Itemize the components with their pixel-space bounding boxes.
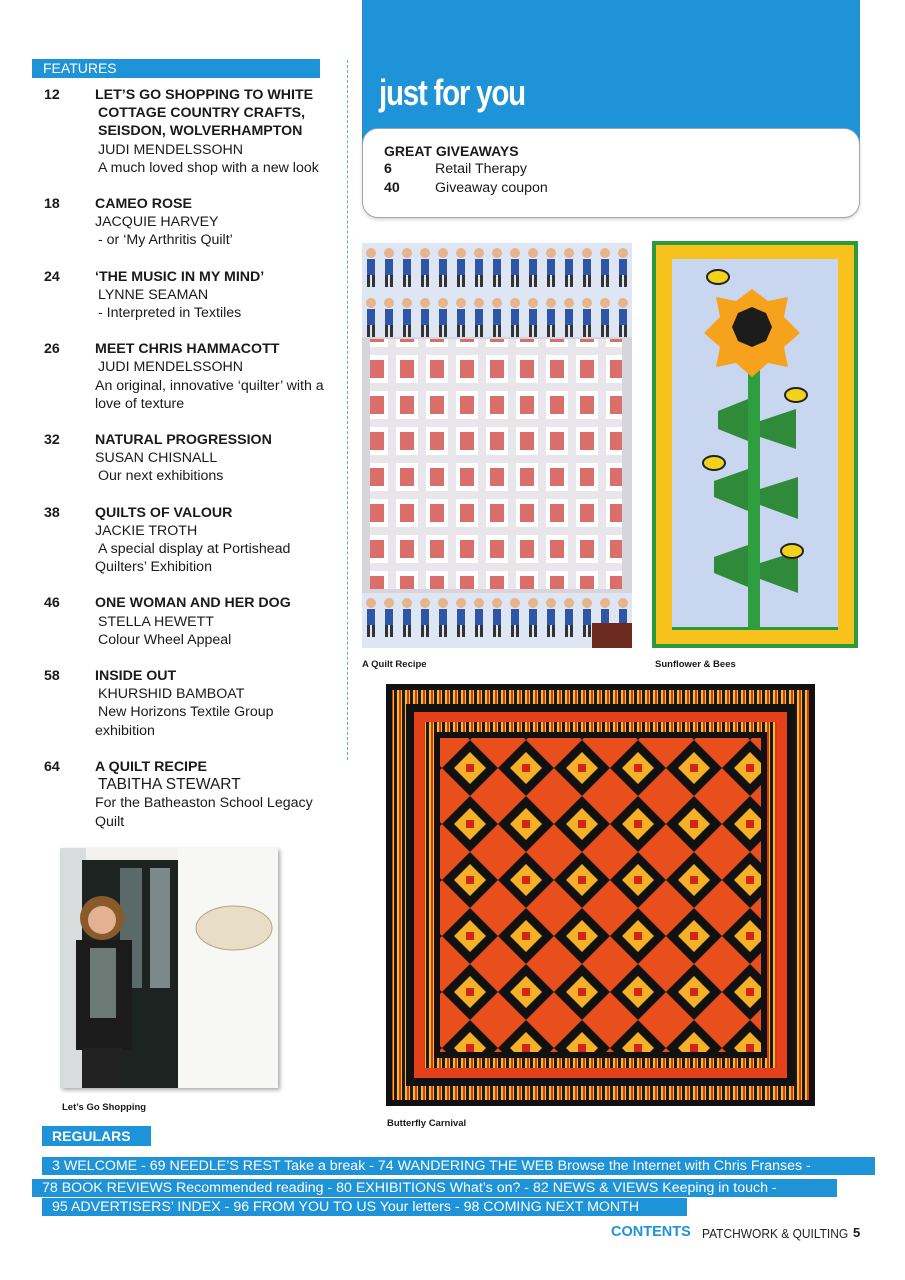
feature-author: JUDI MENDELSSOHN <box>98 141 244 158</box>
column-divider <box>347 60 348 760</box>
feature-description: A special display at Portishead <box>98 541 291 558</box>
feature-author: TABITHA STEWART <box>98 776 241 794</box>
feature-description: Our next exhibitions <box>98 468 224 485</box>
feature-description-line: Quilters’ Exhibition <box>95 559 212 576</box>
feature-description-line: exhibition <box>95 722 155 739</box>
feature-title-line: COTTAGE COUNTRY CRAFTS, <box>98 105 306 122</box>
feature-description: New Horizons Textile Group <box>98 704 274 721</box>
giveaway-page-number: 40 <box>384 180 400 196</box>
feature-page-number: 38 <box>44 504 60 521</box>
feature-description: - or ‘My Arthritis Quilt’ <box>98 232 233 249</box>
feature-title: LET’S GO SHOPPING TO WHITE <box>95 87 314 103</box>
regulars-header: REGULARS <box>42 1126 151 1146</box>
feature-item[interactable] <box>44 594 344 649</box>
feature-description: - Interpreted in Textiles <box>98 305 242 322</box>
sunflower-quilt-photo <box>652 241 858 648</box>
caption-shopping: Let’s Go Shopping <box>62 1102 147 1113</box>
feature-item[interactable] <box>44 431 344 486</box>
butterfly-carnival-photo <box>386 684 815 1106</box>
feature-page-number: 26 <box>44 341 60 358</box>
feature-item[interactable] <box>44 86 344 177</box>
giveaway-page-number: 6 <box>384 161 392 177</box>
quilt-recipe-photo <box>362 243 632 648</box>
feature-author: JACQUIE HARVEY <box>95 214 219 231</box>
feature-item[interactable] <box>44 667 344 740</box>
feature-title-line: SEISDON, WOLVERHAMPTON <box>98 123 303 140</box>
feature-title: CAMEO ROSE <box>95 196 192 213</box>
feature-title: QUILTS OF VALOUR <box>95 504 233 521</box>
regulars-line[interactable]: 78 BOOK REVIEWS Recommended reading - 80 EXHIBITIONS What’s on? - 82 NEWS & VIEWS Keeping in touch - <box>32 1179 837 1197</box>
feature-item[interactable] <box>44 195 344 250</box>
feature-author: SUSAN CHISNALL <box>95 450 218 467</box>
feature-item[interactable] <box>44 504 344 577</box>
feature-page-number: 12 <box>44 87 60 103</box>
giveaways-title: GREAT GIVEAWAYS <box>384 143 519 159</box>
regulars-line[interactable]: 3 WELCOME - 69 NEEDLE’S REST Take a break - 74 WANDERING THE WEB Browse the Internet with Chris Franses - <box>42 1157 875 1175</box>
feature-description: An original, innovative ‘quilter’ with a <box>95 377 324 394</box>
feature-title: ‘THE MUSIC IN MY MIND’ <box>95 268 265 285</box>
feature-description: A much loved shop with a new look <box>98 159 319 176</box>
giveaway-label: Retail Therapy <box>435 161 528 177</box>
feature-title: NATURAL PROGRESSION <box>95 432 272 449</box>
feature-page-number: 58 <box>44 668 60 685</box>
feature-item[interactable] <box>44 268 344 323</box>
footer-magazine-name: PATCHWORK & QUILTING <box>702 1226 849 1241</box>
just-for-you-title: just for you <box>379 72 525 113</box>
feature-title: ONE WOMAN AND HER DOG <box>95 595 291 612</box>
feature-page-number: 46 <box>44 595 60 612</box>
feature-item[interactable] <box>44 758 344 831</box>
feature-description: Colour Wheel Appeal <box>98 631 232 648</box>
feature-description-line: Quilt <box>95 813 125 830</box>
feature-description-line: love of texture <box>95 395 185 412</box>
footer-page-number: 5 <box>853 1225 861 1240</box>
feature-item[interactable] <box>44 340 344 413</box>
giveaway-label: Giveaway coupon <box>435 180 548 196</box>
feature-author: JUDI MENDELSSOHN <box>98 359 244 376</box>
feature-author: JACKIE TROTH <box>95 522 198 539</box>
feature-page-number: 64 <box>44 758 60 775</box>
feature-page-number: 32 <box>44 432 60 449</box>
feature-title: INSIDE OUT <box>95 668 177 685</box>
feature-description: For the Batheaston School Legacy <box>95 795 313 812</box>
caption-butterfly: Butterfly Carnival <box>387 1118 467 1129</box>
feature-page-number: 18 <box>44 196 60 213</box>
giveaway-item[interactable] <box>384 180 548 196</box>
feature-title: A QUILT RECIPE <box>95 758 207 775</box>
feature-page-number: 24 <box>44 268 60 285</box>
caption-quilt-recipe: A Quilt Recipe <box>362 659 427 670</box>
feature-author: STELLA HEWETT <box>98 613 214 630</box>
footer-section-label: CONTENTS <box>611 1224 691 1240</box>
caption-sunflower: Sunflower & Bees <box>655 659 736 670</box>
feature-title: MEET CHRIS HAMMACOTT <box>95 341 280 358</box>
feature-author: KHURSHID BAMBOAT <box>98 686 245 703</box>
features-list <box>44 86 344 849</box>
regulars-line[interactable]: 95 ADVERTISERS’ INDEX - 96 FROM YOU TO US Your letters - 98 COMING NEXT MONTH <box>42 1198 687 1216</box>
giveaway-item[interactable] <box>384 161 527 177</box>
features-header: FEATURES <box>32 59 320 78</box>
feature-author: LYNNE SEAMAN <box>98 286 209 303</box>
shopping-photo <box>60 848 278 1088</box>
